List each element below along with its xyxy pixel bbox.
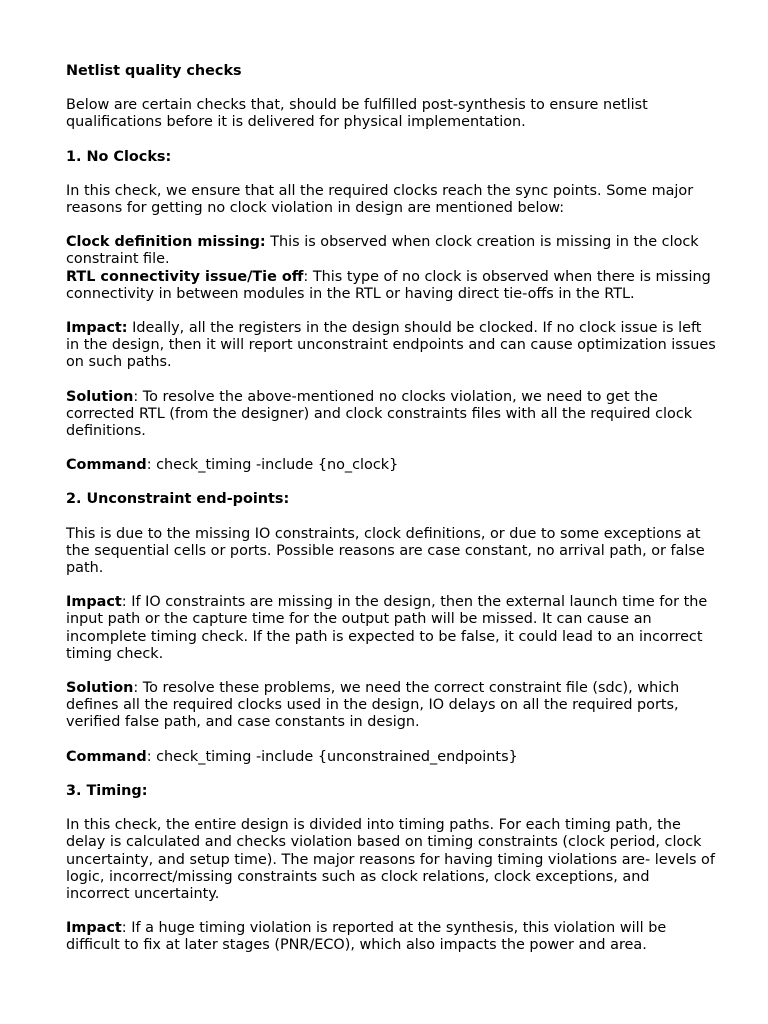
command-label: Command: [66, 457, 147, 474]
impact-text: : If IO constraints are missing in the design, then the external launch time for the input path or the capture time for the output path will be missed. It can cause an incomplete timing check. If the path is expected to be false, it could lead to an incorrect timing check.: [66, 594, 708, 662]
command-text: : check_timing -include {unconstrained_endpoints}: [146, 748, 518, 765]
section-heading-unconstraint-endpoints: 2. Unconstraint end-points:: [66, 491, 290, 508]
reason-clock-definition-missing: [66, 234, 716, 268]
impact-label: Impact: [66, 920, 122, 937]
no-clocks-solution: [66, 389, 716, 441]
impact-label: Impact: [66, 594, 122, 611]
solution-label: Solution: [66, 388, 134, 405]
solution-label: Solution: [66, 680, 134, 697]
solution-text: : To resolve these problems, we need the correct constraint file (sdc), which defines all the required clocks used in the design, IO delays on all the required ports, verified false path, and case constants in design.: [66, 680, 680, 731]
document-title: Netlist quality checks: [66, 63, 242, 79]
timing-intro: In this check, the entire design is divided into timing paths. For each timing path, the delay is calculated and checks violation based on timing constraints (clock period, clock uncertainty, and setup time). The major reasons for having timing violations are- levels of logic, incorrect/missing constraints such as clock relations, clock exceptions, and incorrect uncertainty.: [66, 817, 715, 902]
reason-label: RTL connectivity issue/Tie off: [66, 268, 304, 285]
no-clocks-impact: [66, 320, 716, 372]
reason-text: This is observed when clock creation is missing in the clock constraint file.: [66, 234, 699, 268]
command-label: Command: [66, 748, 147, 765]
solution-text: : To resolve the above-mentioned no clocks violation, we need to get the corrected RTL (from the designer) and clock constraints files with all the required clock definitions.: [66, 388, 693, 440]
unconstraint-command: [66, 749, 716, 766]
intro-paragraph: Below are certain checks that, should be fulfilled post-synthesis to ensure netlist qualifications before it is delivered for physical implementation.: [66, 97, 648, 131]
unconstraint-impact: [66, 594, 716, 663]
section-heading-timing: 3. Timing:: [66, 782, 148, 799]
no-clocks-intro: In this check, we ensure that all the required clocks reach the sync points. Some major reasons for getting no clock violation in design are mentioned below:: [66, 182, 694, 217]
unconstraint-solution: [66, 680, 716, 732]
impact-text: : If a huge timing violation is reported at the synthesis, this violation will be difficult to fix at later stages (PNR/ECO), which also impacts the power and area.: [66, 920, 667, 954]
document-body: [66, 63, 716, 972]
timing-impact: [66, 920, 716, 954]
unconstraint-intro: This is due to the missing IO constraints, clock definitions, or due to some exceptions at the sequential cells or ports. Possible reasons are case constant, no arrival path, or false path.: [66, 525, 705, 577]
section-heading-no-clocks: 1. No Clocks:: [66, 148, 172, 165]
command-text: : check_timing -include {no_clock}: [146, 457, 399, 474]
reason-rtl-connectivity: [66, 269, 716, 303]
impact-label: Impact:: [66, 320, 128, 337]
impact-text: Ideally, all the registers in the design should be clocked. If no clock issue is left in the design, then it will report unconstraint endpoints and can cause optimization issues on such paths.: [66, 320, 716, 371]
reason-label: Clock definition missing:: [66, 234, 266, 251]
no-clocks-command: [66, 457, 716, 474]
reason-text: : This type of no clock is observed when there is missing connectivity in between modules in the RTL or having direct tie-offs in the RTL.: [66, 268, 711, 302]
